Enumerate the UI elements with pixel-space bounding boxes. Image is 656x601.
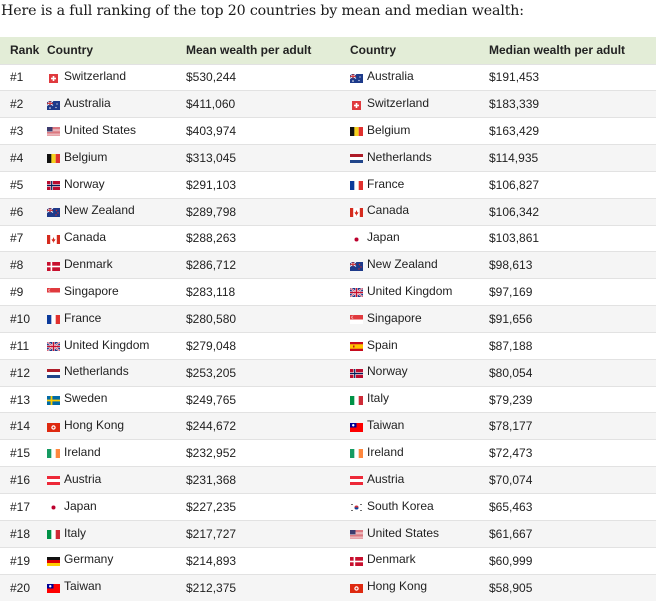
median-country-cell: [350, 386, 489, 413]
mean-country-cell: [47, 118, 186, 145]
median-country-name: Austria: [367, 471, 405, 486]
switzerland-flag-icon: [47, 72, 60, 81]
rank-cell: #9: [10, 285, 24, 300]
mean-country-name: Ireland: [64, 444, 101, 459]
mean-country-name: Netherlands: [64, 364, 129, 379]
mean-country-name: Austria: [64, 471, 102, 486]
netherlands-flag-icon: [47, 367, 60, 376]
median-country-name: Singapore: [367, 310, 422, 325]
median-country-name: Japan: [367, 230, 400, 245]
rank-cell: #15: [10, 446, 31, 461]
median-country-name: Denmark: [367, 552, 416, 567]
mean-country-name: Sweden: [64, 391, 108, 406]
median-wealth-cell: $114,935: [489, 150, 539, 165]
mean-wealth-cell: $288,263: [186, 231, 237, 246]
hong-kong-flag-icon: [350, 582, 363, 591]
mean-wealth-cell: $244,672: [186, 419, 237, 434]
singapore-flag-icon: [350, 313, 363, 322]
mean-wealth-cell: $286,712: [186, 258, 237, 273]
singapore-flag-icon: [47, 286, 60, 295]
median-wealth-cell: $65,463: [489, 499, 533, 514]
median-wealth-cell: $79,239: [489, 392, 533, 407]
mean-wealth-cell: $530,244: [186, 70, 237, 85]
mean-country-cell: [47, 91, 186, 118]
united-states-flag-icon: [350, 528, 363, 537]
netherlands-flag-icon: [350, 152, 363, 161]
germany-flag-icon: [47, 555, 60, 564]
median-country-name: Norway: [367, 364, 408, 379]
table-row: [0, 64, 656, 91]
median-wealth-cell: $72,473: [489, 446, 533, 461]
rank-cell: #12: [10, 365, 31, 380]
switzerland-flag-icon: [350, 99, 363, 108]
norway-flag-icon: [47, 179, 60, 188]
median-country-cell: [350, 64, 489, 91]
taiwan-flag-icon: [47, 582, 60, 591]
mean-country-name: Hong Kong: [64, 418, 125, 433]
table-row: [0, 467, 656, 494]
table-row: [0, 279, 656, 306]
table-row: [0, 547, 656, 574]
table-row: [0, 145, 656, 172]
median-country-name: Hong Kong: [367, 579, 428, 594]
median-country-name: South Korea: [367, 498, 434, 513]
median-wealth-cell: $58,905: [489, 580, 533, 595]
mean-wealth-cell: $249,765: [186, 392, 237, 407]
mean-country-cell: [47, 386, 186, 413]
table-row: [0, 91, 656, 118]
ireland-flag-icon: [47, 447, 60, 456]
median-country-name: United States: [367, 525, 440, 540]
mean-country-cell: [47, 440, 186, 467]
spain-flag-icon: [350, 340, 363, 349]
mean-country-cell: [47, 306, 186, 333]
header-country-median: Country: [350, 43, 396, 58]
median-country-name: Ireland: [367, 444, 404, 459]
median-country-name: Switzerland: [367, 96, 430, 111]
mean-country-name: Switzerland: [64, 69, 127, 84]
table-row: [0, 225, 656, 252]
mean-wealth-cell: $403,974: [186, 124, 237, 139]
table-row: [0, 171, 656, 198]
mean-country-cell: [47, 467, 186, 494]
france-flag-icon: [350, 179, 363, 188]
table-body: [0, 64, 656, 601]
mean-country-cell: [47, 332, 186, 359]
new-zealand-flag-icon: [47, 206, 60, 215]
belgium-flag-icon: [47, 152, 60, 161]
mean-wealth-cell: $283,118: [186, 285, 236, 300]
rank-cell: #13: [10, 392, 31, 407]
mean-country-name: Singapore: [64, 283, 119, 298]
mean-country-name: Norway: [64, 176, 105, 191]
ireland-flag-icon: [350, 447, 363, 456]
norway-flag-icon: [350, 367, 363, 376]
median-wealth-cell: $97,169: [489, 285, 533, 300]
japan-flag-icon: [47, 501, 60, 510]
median-wealth-cell: $80,054: [489, 365, 533, 380]
hong-kong-flag-icon: [47, 421, 60, 430]
australia-flag-icon: [350, 72, 363, 81]
median-wealth-cell: $106,342: [489, 204, 540, 219]
table-header-row: [0, 37, 656, 64]
rank-cell: #6: [10, 204, 24, 219]
mean-wealth-cell: $217,727: [186, 526, 237, 541]
mean-country-name: Canada: [64, 230, 107, 245]
median-country-cell: [350, 252, 489, 279]
median-wealth-cell: $183,339: [489, 97, 540, 112]
rank-cell: #8: [10, 258, 24, 273]
rank-cell: #7: [10, 231, 24, 246]
rank-cell: #14: [10, 419, 31, 434]
rank-cell: #20: [10, 580, 31, 595]
median-country-cell: [350, 332, 489, 359]
median-country-cell: [350, 413, 489, 440]
mean-country-cell: [47, 279, 186, 306]
table-row: [0, 413, 656, 440]
median-country-cell: [350, 467, 489, 494]
wealth-ranking-table: [0, 37, 656, 601]
mean-country-name: Belgium: [64, 149, 108, 164]
rank-cell: #19: [10, 553, 31, 568]
austria-flag-icon: [47, 474, 60, 483]
table-row: [0, 386, 656, 413]
median-country-cell: [350, 279, 489, 306]
median-country-name: France: [367, 176, 405, 191]
mean-wealth-cell: $411,060: [186, 97, 236, 112]
taiwan-flag-icon: [350, 421, 363, 430]
median-country-name: Belgium: [367, 122, 411, 137]
mean-country-cell: [47, 547, 186, 574]
mean-country-name: Australia: [64, 96, 111, 111]
united-kingdom-flag-icon: [47, 340, 60, 349]
mean-country-name: France: [64, 310, 102, 325]
mean-country-cell: [47, 574, 186, 601]
mean-wealth-cell: $231,368: [186, 473, 237, 488]
median-country-name: Netherlands: [367, 149, 432, 164]
mean-wealth-cell: $289,798: [186, 204, 237, 219]
rank-cell: #11: [10, 338, 30, 353]
mean-wealth-cell: $232,952: [186, 446, 237, 461]
median-country-name: Spain: [367, 337, 398, 352]
mean-wealth-cell: $212,375: [186, 580, 237, 595]
mean-country-name: United States: [64, 122, 137, 137]
rank-cell: #17: [10, 499, 31, 514]
united-states-flag-icon: [47, 125, 60, 134]
median-country-cell: [350, 118, 489, 145]
mean-country-name: Japan: [64, 498, 97, 513]
mean-country-cell: [47, 145, 186, 172]
median-country-cell: [350, 171, 489, 198]
median-country-name: United Kingdom: [367, 283, 453, 298]
mean-country-cell: [47, 64, 186, 91]
italy-flag-icon: [47, 528, 60, 537]
median-country-cell: [350, 225, 489, 252]
austria-flag-icon: [350, 474, 363, 483]
mean-wealth-cell: $280,580: [186, 312, 237, 327]
canada-flag-icon: [350, 206, 363, 215]
mean-country-cell: [47, 171, 186, 198]
mean-country-cell: [47, 413, 186, 440]
mean-wealth-cell: $253,205: [186, 365, 237, 380]
median-wealth-cell: $70,074: [489, 473, 533, 488]
median-country-cell: [350, 91, 489, 118]
table-row: [0, 198, 656, 225]
header-rank: Rank: [10, 43, 40, 58]
median-country-cell: [350, 145, 489, 172]
header-mean-wealth: Mean wealth per adult: [186, 43, 312, 58]
median-wealth-cell: $191,453: [489, 70, 540, 85]
mean-country-name: Taiwan: [64, 579, 102, 594]
sweden-flag-icon: [47, 394, 60, 403]
rank-cell: #10: [10, 312, 31, 327]
united-kingdom-flag-icon: [350, 286, 363, 295]
median-country-cell: [350, 306, 489, 333]
table-row: [0, 574, 656, 601]
median-country-cell: [350, 494, 489, 521]
rank-cell: #3: [10, 124, 24, 139]
median-country-cell: [350, 574, 489, 601]
table-row: [0, 520, 656, 547]
rank-cell: #5: [10, 177, 24, 192]
median-wealth-cell: $78,177: [489, 419, 533, 434]
mean-country-cell: [47, 359, 186, 386]
median-wealth-cell: $106,827: [489, 177, 540, 192]
table-row: [0, 332, 656, 359]
median-country-name: Australia: [367, 69, 414, 84]
rank-cell: #2: [10, 97, 24, 112]
median-country-cell: [350, 520, 489, 547]
header-median-wealth: Median wealth per adult: [489, 43, 626, 58]
mean-country-cell: [47, 494, 186, 521]
table-row: [0, 359, 656, 386]
median-country-cell: [350, 198, 489, 225]
mean-wealth-cell: $227,235: [186, 499, 237, 514]
australia-flag-icon: [47, 99, 60, 108]
mean-country-cell: [47, 198, 186, 225]
south-korea-flag-icon: [350, 501, 363, 510]
median-country-name: New Zealand: [367, 257, 438, 272]
mean-country-name: Germany: [64, 552, 114, 567]
table-row: [0, 306, 656, 333]
median-wealth-cell: $91,656: [489, 312, 533, 327]
italy-flag-icon: [350, 394, 363, 403]
mean-country-cell: [47, 520, 186, 547]
mean-country-cell: [47, 225, 186, 252]
denmark-flag-icon: [350, 555, 363, 564]
france-flag-icon: [47, 313, 60, 322]
rank-cell: #4: [10, 150, 24, 165]
median-country-name: Taiwan: [367, 418, 405, 433]
table-row: [0, 118, 656, 145]
mean-country-name: New Zealand: [64, 203, 135, 218]
median-wealth-cell: $163,429: [489, 124, 540, 139]
table-row: [0, 494, 656, 521]
mean-wealth-cell: $279,048: [186, 338, 237, 353]
median-wealth-cell: $87,188: [489, 338, 533, 353]
rank-cell: #1: [10, 70, 24, 85]
japan-flag-icon: [350, 233, 363, 242]
mean-wealth-cell: $291,103: [186, 177, 237, 192]
header-country-mean: Country: [47, 43, 93, 58]
median-wealth-cell: $98,613: [489, 258, 533, 273]
median-country-name: Canada: [367, 203, 410, 218]
median-wealth-cell: $61,667: [489, 526, 533, 541]
canada-flag-icon: [47, 233, 60, 242]
mean-wealth-cell: $214,893: [186, 553, 237, 568]
new-zealand-flag-icon: [350, 260, 363, 269]
rank-cell: #16: [10, 473, 31, 488]
rank-cell: #18: [10, 526, 31, 541]
mean-country-name: Italy: [64, 525, 87, 540]
intro-text: Here is a full ranking of the top 20 countries by mean and median wealth:: [1, 3, 524, 19]
median-wealth-cell: $60,999: [489, 553, 533, 568]
median-country-cell: [350, 440, 489, 467]
mean-country-cell: [47, 252, 186, 279]
denmark-flag-icon: [47, 260, 60, 269]
table-row: [0, 440, 656, 467]
median-country-name: Italy: [367, 391, 390, 406]
median-country-cell: [350, 359, 489, 386]
mean-country-name: Denmark: [64, 257, 113, 272]
belgium-flag-icon: [350, 125, 363, 134]
median-country-cell: [350, 547, 489, 574]
median-wealth-cell: $103,861: [489, 231, 540, 246]
mean-country-name: United Kingdom: [64, 337, 150, 352]
table-row: [0, 252, 656, 279]
mean-wealth-cell: $313,045: [186, 150, 237, 165]
